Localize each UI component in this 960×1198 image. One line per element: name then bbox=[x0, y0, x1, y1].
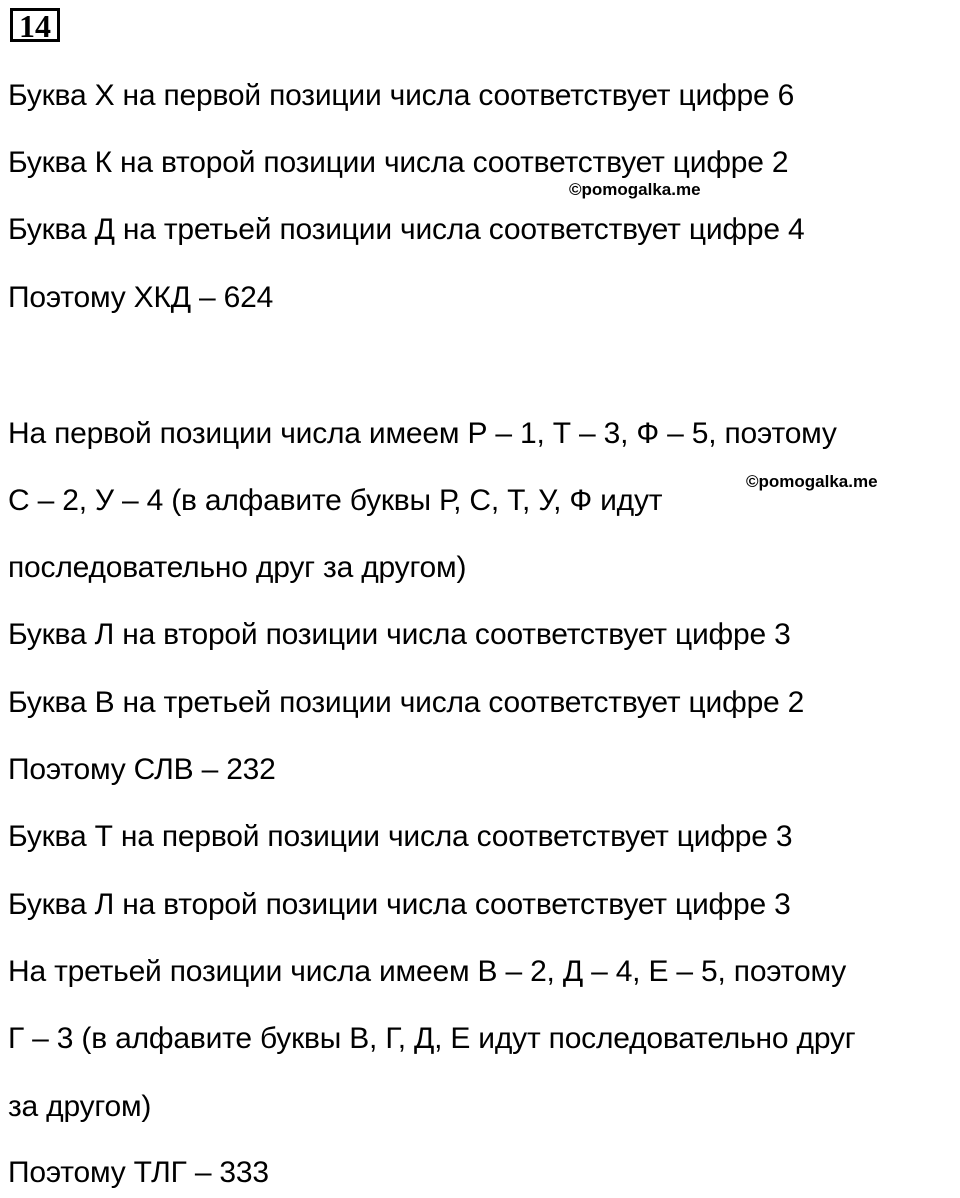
text-line: за другом) bbox=[8, 1090, 152, 1123]
text-line: Буква В на третьей позиции числа соответствует цифре 2 bbox=[8, 686, 805, 719]
text-line: Буква Т на первой позиции числа соответствует цифре 3 bbox=[8, 820, 793, 853]
text-line: Г – 3 (в алфавите буквы В, Г, Д, Е идут последовательно друг bbox=[8, 1022, 856, 1055]
text-line: Поэтому ХКД – 624 bbox=[8, 281, 274, 314]
text-line: С – 2, У – 4 (в алфавите буквы Р, С, Т, У, Ф идут bbox=[8, 484, 663, 517]
text-line: Буква К на второй позиции числа соответствует цифре 2 bbox=[8, 146, 789, 179]
text-line: Буква Д на третьей позиции числа соответствует цифре 4 bbox=[8, 213, 805, 246]
task-number-box: 14 bbox=[10, 8, 60, 42]
text-line: На третьей позиции числа имеем В – 2, Д – 4, Е – 5, поэтому bbox=[8, 955, 846, 988]
watermark: ©pomogalka.me bbox=[569, 180, 701, 199]
text-line: Буква Л на второй позиции числа соответствует цифре 3 bbox=[8, 888, 791, 921]
text-line: Буква Л на второй позиции числа соответствует цифре 3 bbox=[8, 618, 791, 651]
text-line: Буква Х на первой позиции числа соответствует цифре 6 bbox=[8, 79, 795, 112]
text-line: Поэтому СЛВ – 232 bbox=[8, 753, 276, 786]
text-line: На первой позиции числа имеем Р – 1, Т – 3, Ф – 5, поэтому bbox=[8, 417, 837, 450]
text-line: последовательно друг за другом) bbox=[8, 551, 467, 584]
text-line: Поэтому ТЛГ – 333 bbox=[8, 1156, 269, 1189]
watermark: ©pomogalka.me bbox=[746, 472, 878, 491]
